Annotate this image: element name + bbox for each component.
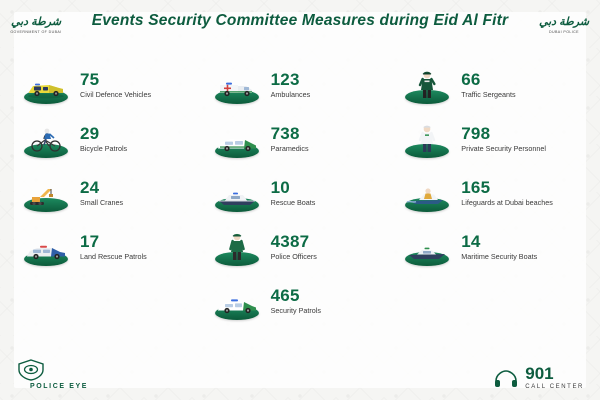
bicycle-officer-icon bbox=[27, 127, 65, 153]
icon-wrap bbox=[209, 171, 265, 215]
police-eye-icon bbox=[16, 359, 46, 381]
poster-header bbox=[0, 0, 600, 46]
stat-label: Land Rescue Patrols bbox=[80, 252, 147, 262]
stat-item bbox=[395, 220, 586, 274]
logo-right-subtitle: DUBAI POLICE bbox=[549, 29, 579, 34]
stats-column-1 bbox=[14, 58, 205, 274]
stat-value: 10 bbox=[270, 178, 290, 198]
stat-label: Bicycle Patrols bbox=[80, 144, 128, 154]
icon-wrap bbox=[18, 171, 74, 215]
stat-text bbox=[455, 71, 515, 99]
icon-wrap bbox=[18, 225, 74, 269]
icon-wrap bbox=[209, 63, 265, 107]
stat-value: 798 bbox=[461, 124, 491, 144]
stat-item bbox=[14, 220, 205, 274]
stat-text bbox=[74, 71, 151, 99]
logo-left-script: شرطة دبي bbox=[10, 15, 62, 28]
stat-label: Maritime Security Boats bbox=[461, 252, 538, 262]
stat-label: Small Cranes bbox=[80, 198, 124, 208]
stat-value: 17 bbox=[80, 232, 100, 252]
logo-left-subtitle: GOVERNMENT OF DUBAI bbox=[10, 29, 62, 34]
stat-label: Paramedics bbox=[270, 144, 309, 154]
poster-footer bbox=[14, 352, 586, 394]
stat-value: 738 bbox=[270, 124, 300, 144]
icon-wrap bbox=[209, 117, 265, 161]
stat-text bbox=[455, 125, 546, 153]
icon-wrap bbox=[18, 117, 74, 161]
stat-item bbox=[205, 274, 396, 328]
logo-right-script: شرطة دبي bbox=[538, 15, 590, 28]
stat-item bbox=[205, 112, 396, 166]
traffic-sergeant-icon bbox=[414, 69, 440, 99]
stat-text bbox=[265, 179, 316, 207]
stat-text bbox=[265, 125, 309, 153]
paramedic-vehicle-icon bbox=[215, 133, 259, 153]
stat-label: Civil Defence Vehicles bbox=[80, 90, 152, 100]
stat-item bbox=[14, 58, 205, 112]
police-officer-icon bbox=[224, 231, 250, 261]
stats-grid bbox=[14, 58, 586, 352]
rescue-boat-icon bbox=[215, 187, 259, 207]
stat-value: 123 bbox=[270, 70, 300, 90]
stat-value: 165 bbox=[461, 178, 491, 198]
stat-label: Private Security Personnel bbox=[461, 144, 546, 154]
stat-value: 4387 bbox=[270, 232, 310, 252]
stats-column-2 bbox=[205, 58, 396, 328]
stat-item bbox=[395, 112, 586, 166]
call-center-icon bbox=[493, 368, 519, 388]
security-guard-icon bbox=[414, 123, 440, 153]
stat-item bbox=[205, 166, 396, 220]
stat-text bbox=[74, 233, 147, 261]
stat-item bbox=[395, 166, 586, 220]
maritime-boat-icon bbox=[405, 243, 449, 261]
fire-truck-icon bbox=[25, 77, 67, 99]
stat-label: Traffic Sergeants bbox=[461, 90, 516, 100]
stat-label: Rescue Boats bbox=[270, 198, 316, 208]
stat-value: 29 bbox=[80, 124, 100, 144]
stat-label: Police Officers bbox=[270, 252, 317, 262]
stat-label: Security Patrols bbox=[270, 306, 321, 316]
stats-column-3 bbox=[395, 58, 586, 274]
security-patrol-car-icon bbox=[215, 295, 259, 315]
stat-text bbox=[74, 179, 123, 207]
stat-text bbox=[455, 179, 553, 207]
call-center-label: CALL CENTER bbox=[525, 384, 584, 390]
police-car-icon bbox=[24, 241, 68, 261]
stat-value: 75 bbox=[80, 70, 100, 90]
ambulance-icon bbox=[216, 77, 258, 99]
jet-ski-lifeguard-icon bbox=[405, 185, 449, 207]
stat-value: 14 bbox=[461, 232, 481, 252]
stat-text bbox=[74, 125, 127, 153]
stat-item bbox=[14, 112, 205, 166]
stat-item bbox=[205, 220, 396, 274]
page-title: Events Security Committee Measures during Eid Al Fitr bbox=[91, 12, 509, 29]
stat-value: 24 bbox=[80, 178, 100, 198]
police-eye-logo bbox=[16, 359, 102, 390]
stat-value: 465 bbox=[270, 286, 300, 306]
icon-wrap bbox=[399, 117, 455, 161]
icon-wrap bbox=[209, 225, 265, 269]
stat-item bbox=[395, 58, 586, 112]
dubai-police-logo bbox=[538, 10, 590, 40]
stat-label: Ambulances bbox=[270, 90, 311, 100]
stat-text bbox=[265, 287, 321, 315]
stat-item bbox=[14, 166, 205, 220]
crane-icon bbox=[26, 183, 66, 207]
police-eye-label: POLICE EYE bbox=[29, 383, 88, 390]
stat-value: 66 bbox=[461, 70, 481, 90]
stat-text bbox=[455, 233, 537, 261]
call-center-block bbox=[493, 365, 584, 390]
icon-wrap bbox=[399, 171, 455, 215]
icon-wrap bbox=[209, 279, 265, 323]
stat-item bbox=[205, 58, 396, 112]
call-center-number: 901 bbox=[525, 364, 554, 383]
icon-wrap bbox=[399, 225, 455, 269]
icon-wrap bbox=[18, 63, 74, 107]
stat-text bbox=[265, 233, 317, 261]
stat-label: Lifeguards at Dubai beaches bbox=[461, 198, 553, 208]
stat-text bbox=[265, 71, 311, 99]
icon-wrap bbox=[399, 63, 455, 107]
